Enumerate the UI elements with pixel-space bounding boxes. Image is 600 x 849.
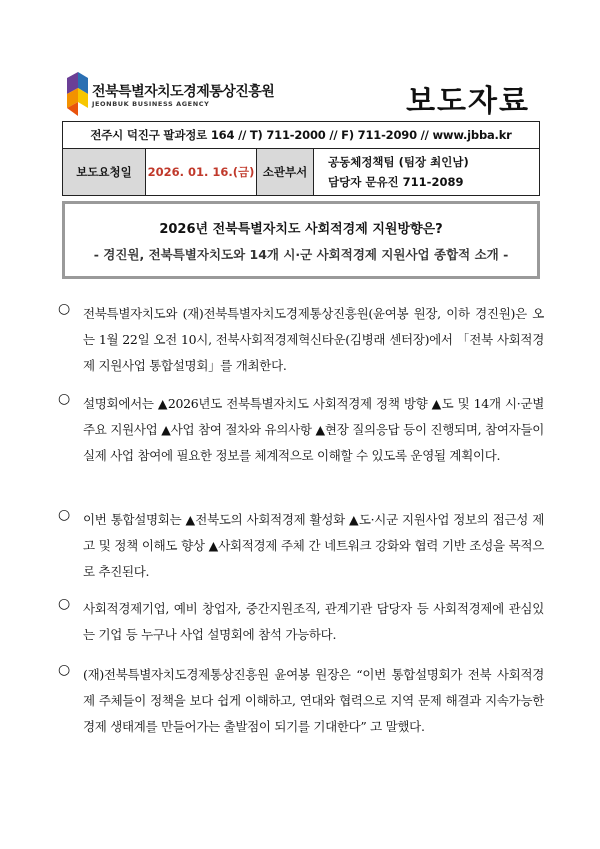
dept-label: 소관부서 [257,149,314,196]
info-table [62,121,540,196]
dept-info [314,149,540,196]
org-logo [64,72,274,118]
paragraph-3 [58,507,544,585]
paragraph-text: 전북특별자치도와 (재)전북특별자치도경제통상진흥원(윤여봉 원장, 이하 경진원)은 오는 1월 22일 오전 10시, 전북사회적경제혁신타운(김병래 센터장)에서 「전북 사회적경제 지원사업 통합설명회」를 개최한다. [83,306,544,373]
date-value: 2026. 01. 16.(금) [146,149,257,196]
bullet-circle: ○ [58,301,71,317]
dept-team: 공동체정책팀 (팀장 최인남) [328,155,469,169]
org-name-en: JEONBUK BUSINESS AGENCY [92,100,210,108]
dept-contact: 담당자 문유진 711-2089 [328,175,464,189]
org-logo-icon [64,72,90,116]
bullet-circle: ○ [58,391,71,407]
paragraph-text: (재)전북특별자치도경제통상진흥원 윤여봉 원장은 “이번 통합설명회가 전북 사회적경제 주체들이 정책을 보다 쉽게 이해하고, 연대와 협력으로 지역 문제 해결과 지속가능한 경제 생태계를 만들어가는 출발점이 되기를 기대한다” 고 말했다. [83,667,544,734]
paragraph-text: 설명회에서는 ▲2026년도 전북특별자치도 사회적경제 정책 방향 ▲도 및 14개 시·군별 주요 지원사업 ▲사업 참여 절차와 유의사항 ▲현장 질의응답 등이 진행되며, 참여자들이 실제 사업 참여에 필요한 정보를 체계적으로 이해할 수 있도록 운영될 계획이다. [83,396,544,463]
headline-box [62,201,540,279]
paragraph-4 [58,596,544,648]
bullet-circle: ○ [58,662,71,678]
paragraph-2 [58,391,544,469]
paragraph-text: 이번 통합설명회는 ▲전북도의 사회적경제 활성화 ▲도·시군 지원사업 정보의 접근성 제고 및 정책 이해도 향상 ▲사회적경제 주체 간 네트워크 강화와 협력 기반 조성을 목적으로 추진된다. [83,512,544,579]
contact-line: 전주시 덕진구 팔과정로 164 // T) 711-2000 // F) 711-2090 // www.jbba.kr [63,122,540,149]
date-label: 보도요청일 [63,149,146,196]
paragraph-5 [58,662,544,740]
document-title: 보도자료 [406,84,530,119]
paragraph-1 [58,301,544,379]
org-name: 전북특별자치도경제통상진흥원 [92,84,275,100]
bullet-circle: ○ [58,596,71,612]
paragraph-text: 사회적경제기업, 예비 창업자, 중간지원조직, 관계기관 담당자 등 사회적경제에 관심있는 기업 등 누구나 사업 설명회에 참석 가능하다. [83,601,544,642]
headline-title: 2026년 전북특별자치도 사회적경제 지원방향은? [159,222,443,237]
headline-subtitle: - 경진원, 전북특별자치도와 14개 시·군 사회적경제 지원사업 종합적 소개 - [93,247,509,262]
bullet-circle: ○ [58,507,71,523]
